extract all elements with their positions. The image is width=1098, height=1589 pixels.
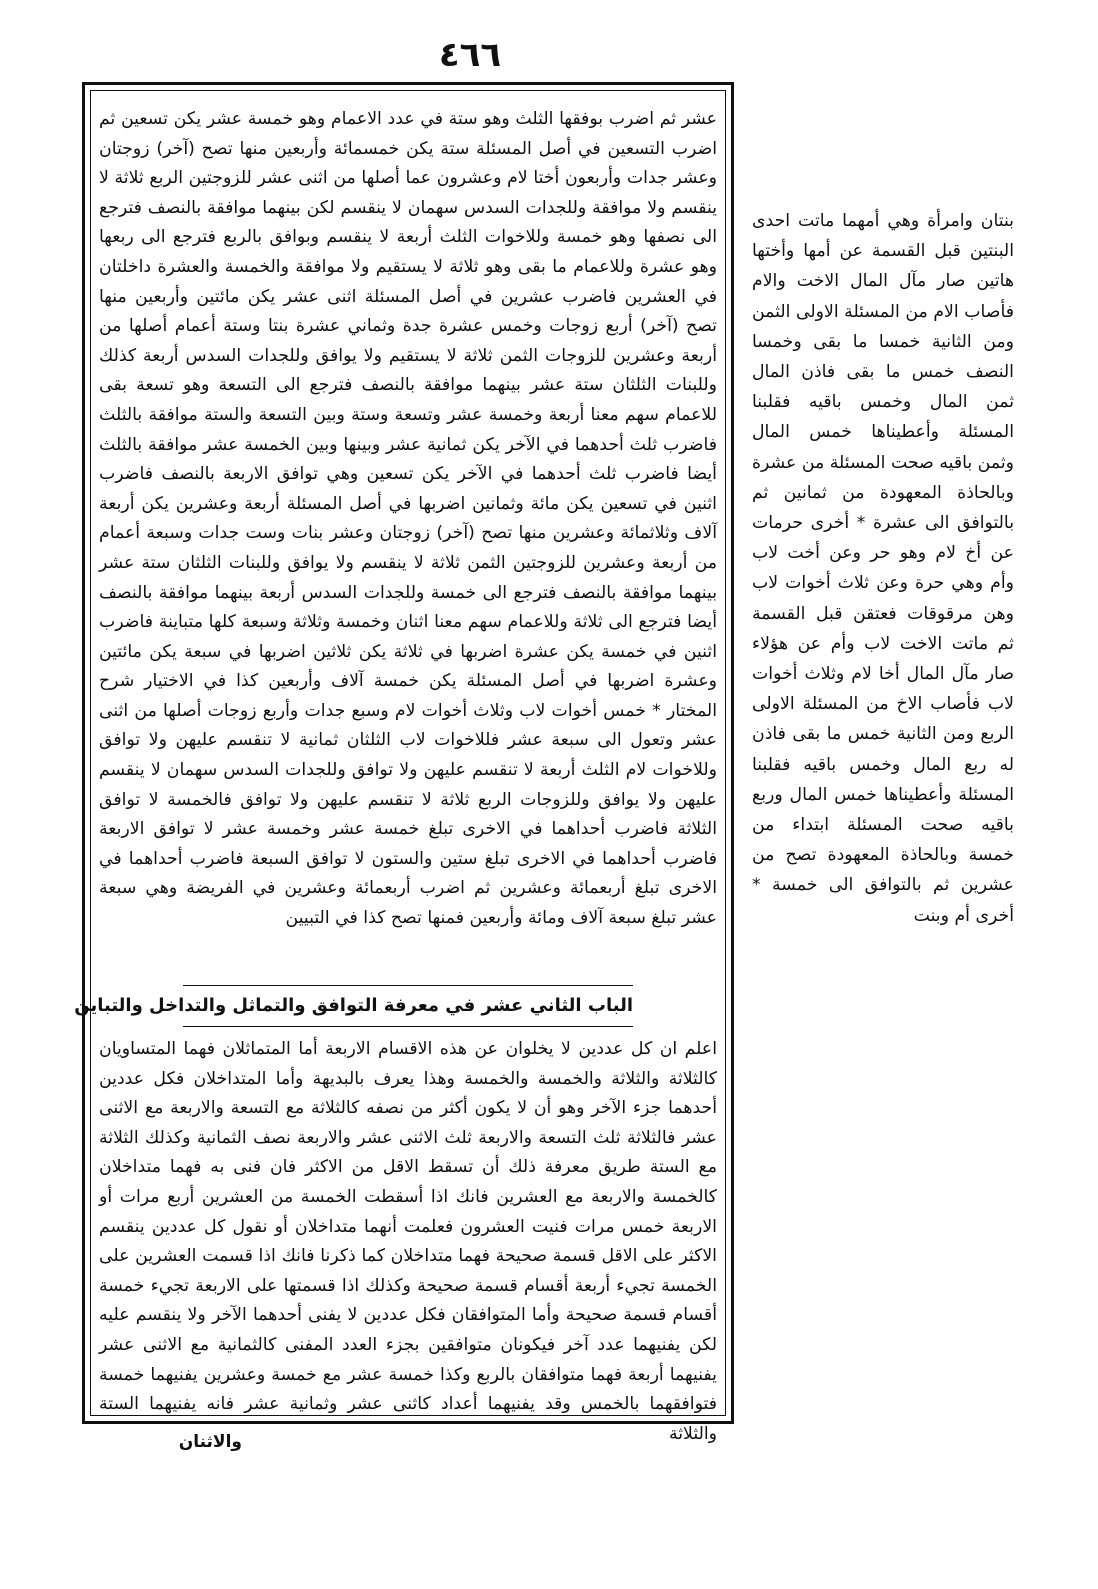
catchword: والاثنان <box>178 1432 242 1452</box>
page-number: ٤٦٦ <box>438 35 502 75</box>
chapter-heading: الباب الثاني عشر في معرفة التوافق والتماثل والتداخل والتباين <box>183 985 633 1027</box>
main-text-block-2: اعلم ان كل عددين لا يخلوان عن هذه الاقسام الاربعة أما المتماثلان فهما المتساويان كالثلاثة والثلاثة والخمسة والخمسة وهذا يعرف بالبديهة وأما المتداخلان فكل عددين أحدهما جزء الآخر وهو أن لا يكون أكثر من نصفه كالثلاثة مع التسعة والاربعة مع الاثنى عشر فالثلاثة ثلث التسعة والاربعة ثلث الاثنى عشر والاربعة نصف الثمانية وكذلك الثلاثة مع الستة طريق معرفة ذلك أن تسقط الاقل من الاكثر فان فنى به فهما متداخلان كالخمسة والاربعة مع العشرين فانك اذا أسقطت الخمسة من العشرين أربع مرات أو الاربعة خمس مرات فنيت العشرون فعلمت أنهما متداخلان أو نقول كل عددين ينقسم الاكثر على الاقل قسمة صحيحة فهما متداخلان كما ذكرنا فانك اذا قسمت العشرين على الخمسة تجيء أربعة أقسام قسمة صحيحة وكذلك اذا قسمتها على الاربعة تجيء خمسة أقسام قسمة صحيحة وأما المتوافقان فكل عددين لا يفنى أحدهما الآخر ولا ينقسم عليه لكن يفنيهما عدد آخر فيكونان متوافقين بجزء العدد المفنى كالثمانية مع الاثنى عشر يفنيهما أربعة فهما متوافقان بالربع وكذا خمسة عشر مع خمسة وعشرين يفنيهما خمسة فتوافقهما بالخمس وقد يفنيهما أعداد كاثنى عشر وثمانية عشر فانه يفنيهما الستة والثلاثة <box>99 1039 717 1444</box>
main-text-block-1: عشر ثم اضرب بوفقها الثلث وهو ستة في عدد الاعمام وهو خمسة عشر يكن تسعين ثم اضرب التسعين في أصل المسئلة ستة يكن خمسمائة وأربعين منها تصح (آخر) زوجتان وعشر جدات وأربعون أختا لام وعشرون عما أصلها من اثنى عشر للزوجتين الربع ثلاثة لا ينقسم ولا موافقة وللجدات السدس سهمان لا ينقسم لكن بينهما موافقة بالنصف فترجع الى نصفها وهو خمسة وللاخوات الثلث أربعة لا ينقسم وبوافق بالربع فترجع الى ربعها وهو عشرة وللاعمام ما بقى وهو ثلاثة لا يستقيم ولا موافقة والخمسة والعشرة داخلتان في العشرين فاضرب عشرين في أصل المسئلة اثنى عشر يكن مائتين وأربعين منها تصح (آخر) أربع زوجات وخمس عشرة جدة وثماني عشرة بنتا وستة أعمام أصلها من أربعة وعشرين للزوجات الثمن ثلاثة لا يستقيم ولا يوافق وللجدات السدس أربعة كذلك وللبنات الثلثان ستة عشر بينهما موافقة بالنصف فترجع الى التسعة وهو تسعة بقى للاعمام سهم معنا أربعة وخمسة عشر وتسعة وستة وبين التسعة والستة موافقة بالثلث فاضرب ثلث أحدهما في الآخر يكن ثمانية عشر وبينها وبين الخمسة عشر موافقة بالثلث أيضا فاضرب ثلث أحدهما في الآخر يكن تسعين وهي توافق الاربعة بالنصف فاضرب اثنين في تسعين يكن مائة وثمانين اضربها في أصل المسئلة أربعة وعشرين يكن أربعة آلاف وثلاثمائة وعشرين منها تصح (آخر) زوجتان وعشر بنات وست جدات وسبعة أعمام من أربعة وعشرين للزوجتين الثمن ثلاثة لا ينقسم ولا يوافق وللبنات الثلثان ستة عشر بينهما موافقة بالنصف فترجع الى خمسة وللجدات السدس أربعة بينهما موافقة بالنصف أيضا فترجع الى ثلاثة وللاعمام سهم معنا اثنان وخمسة وثلاثة وسبعة كلها متباينة فاضرب اثنين في خمسة يكن عشرة اضربها في ثلاثة يكن ثلاثين اضربها في سبعة يكن مائتين وعشرة اضربها في أصل المسئلة يكن خمسة آلاف وأربعين كذا في الاختيار شرح المختار * خمس أخوات لاب وثلاث أخوات لام وسبع جدات وأربع زوجات أصلها من اثنى عشر وتعول الى سبعة عشر فللاخوات لاب الثلثان ثمانية لا تنقسم عليهن ولا توافق وللاخوات لام الثلث أربعة لا تنقسم عليهن ولا توافق وللجدات السدس سهمان لا ينقسم عليهن ولا يوافق وللزوجات الربع ثلاثة لا تنقسم عليهن ولا توافق فالخمسة لا توافق الثلاثة فاضرب أحداهما في الاخرى تبلغ خمسة عشر وخمسة عشر لا توافق الاربعة فاضرب أحداهما في الاخرى تبلغ ستين والستون لا توافق السبعة فاضرب أحداهما في الاخرى تبلغ أربعمائة وعشرين ثم اضرب أربعمائة وعشرين في الفريضة وهي سبعة عشر تبلغ سبعة آلاف ومائة وأربعين فمنها تصح كذا في التبيين <box>99 109 717 929</box>
margin-note: بنتان وامرأة وهي أمهما ماتت احدى البنتين قبل القسمة عن أمها وأختها هاتين صار مآل المال الاخت والام فأصاب الام من المسئلة الاولى الثمن ومن الثانية خمسا ما بقى وخمسا النصف خمس ما بقى فاذن المال ثمن المال وخمس باقيه فقلبنا المسئلة وأعطيناها خمس المال وثمن باقيه صحت المسئلة من عشرة وبالحاذة المعهودة من ثمانين ثم بالتوافق الى عشرة * أخرى حرمات عن أخ لام وهو حر وعن أخت لاب وأم وهي حرة وعن ثلاث أخوات لاب وهن مرقوقات فعتقن قبل القسمة ثم ماتت الاخت لاب وأم عن هؤلاء صار مآل المال أخا لام وثلاث أخوات لاب فأصاب الاخ من المسئلة الاولى الربع ومن الثانية خمس ما بقى فاذن له ربع المال وخمس باقيه فقلبنا المسئلة وأعطيناها خمس المال وربع باقيه صحت المسئلة ابتداء من خمسة وبالحاذة المعهودة تصح من عشرين ثم بالتوافق الى خمسة * أخرى أم وبنت <box>752 211 1014 926</box>
